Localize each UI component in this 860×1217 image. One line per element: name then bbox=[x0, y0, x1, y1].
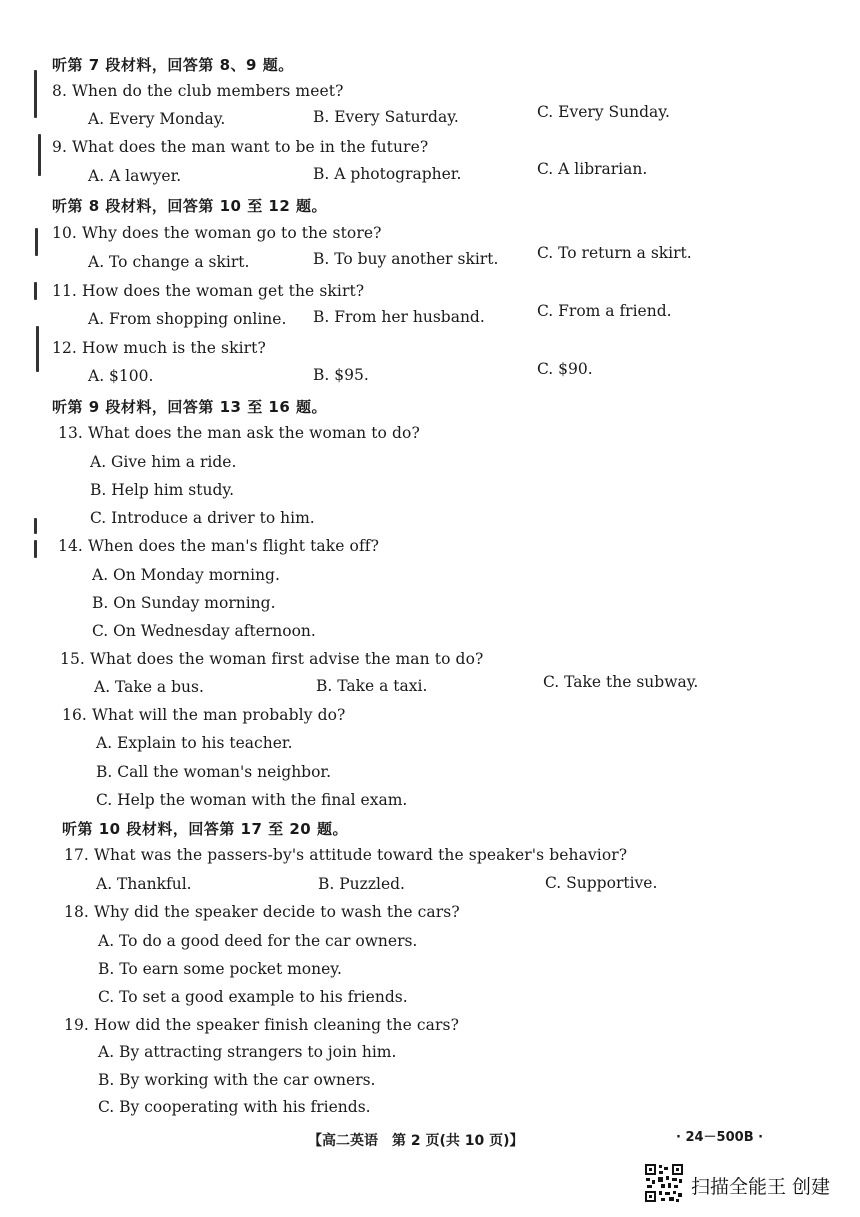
option-a: A. Thankful. bbox=[96, 875, 192, 893]
section-heading: 听第 8 段材料，回答第 10 至 12 题。 bbox=[52, 197, 328, 215]
margin-mark bbox=[34, 282, 37, 300]
option-a: A. By attracting strangers to join him. bbox=[98, 1043, 397, 1061]
margin-mark bbox=[34, 518, 37, 534]
margin-mark bbox=[35, 228, 38, 256]
option-b: B. To buy another skirt. bbox=[313, 250, 499, 268]
question-text: 13. What does the man ask the woman to do? bbox=[58, 424, 420, 442]
option-a: A. Explain to his teacher. bbox=[96, 734, 293, 752]
option-b: B. By working with the car owners. bbox=[98, 1071, 376, 1089]
option-a: A. $100. bbox=[88, 367, 154, 385]
option-c: C. To set a good example to his friends. bbox=[98, 988, 408, 1006]
margin-mark bbox=[34, 70, 37, 118]
section-heading: 听第 9 段材料，回答第 13 至 16 题。 bbox=[52, 398, 328, 416]
option-c: C. By cooperating with his friends. bbox=[98, 1098, 371, 1116]
margin-mark bbox=[34, 540, 37, 558]
option-a: A. To do a good deed for the car owners. bbox=[98, 932, 418, 950]
option-a: A. A lawyer. bbox=[88, 167, 182, 185]
section-heading: 听第 7 段材料，回答第 8、9 题。 bbox=[52, 56, 294, 74]
option-a: A. Take a bus. bbox=[94, 678, 204, 696]
margin-mark bbox=[38, 134, 41, 176]
option-b: B. Call the woman's neighbor. bbox=[96, 763, 332, 781]
option-b: B. Puzzled. bbox=[318, 875, 405, 893]
option-c: C. Supportive. bbox=[545, 874, 658, 892]
option-c: C. From a friend. bbox=[537, 302, 672, 320]
option-a: A. Give him a ride. bbox=[90, 453, 237, 471]
exam-code: · 24－500B · bbox=[676, 1130, 764, 1145]
qr-code-icon bbox=[644, 1163, 684, 1203]
question-text: 16. What will the man probably do? bbox=[62, 706, 346, 724]
option-b: B. From her husband. bbox=[313, 308, 485, 326]
scanner-watermark: 扫描全能王 创建 bbox=[691, 1176, 831, 1198]
option-b: B. To earn some pocket money. bbox=[98, 960, 342, 978]
question-text: 11. How does the woman get the skirt? bbox=[52, 282, 365, 300]
option-c: C. A librarian. bbox=[537, 160, 648, 178]
option-b: B. On Sunday morning. bbox=[92, 594, 276, 612]
option-c: C. $90. bbox=[537, 360, 593, 378]
option-a: A. From shopping online. bbox=[88, 310, 287, 328]
question-text: 12. How much is the skirt? bbox=[52, 339, 266, 357]
page-footer-label: 【高二英语 第 2 页(共 10 页)】 bbox=[308, 1133, 524, 1149]
option-c: C. To return a skirt. bbox=[537, 244, 692, 262]
question-text: 15. What does the woman first advise the man to do? bbox=[60, 650, 484, 668]
margin-mark bbox=[36, 326, 39, 372]
question-text: 9. What does the man want to be in the future? bbox=[52, 138, 429, 156]
option-b: B. Help him study. bbox=[90, 481, 235, 499]
option-c: C. Every Sunday. bbox=[537, 103, 670, 121]
option-b: B. Take a taxi. bbox=[316, 677, 428, 695]
option-c: C. Help the woman with the final exam. bbox=[96, 791, 408, 809]
question-text: 18. Why did the speaker decide to wash the cars? bbox=[64, 903, 460, 921]
question-text: 8. When do the club members meet? bbox=[52, 82, 344, 100]
option-a: A. Every Monday. bbox=[88, 110, 226, 128]
question-text: 19. How did the speaker finish cleaning the cars? bbox=[64, 1016, 459, 1034]
option-b: B. $95. bbox=[313, 366, 369, 384]
option-a: A. On Monday morning. bbox=[92, 566, 280, 584]
option-b: B. Every Saturday. bbox=[313, 108, 459, 126]
option-c: C. Introduce a driver to him. bbox=[90, 509, 315, 527]
option-b: B. A photographer. bbox=[313, 165, 462, 183]
option-c: C. On Wednesday afternoon. bbox=[92, 622, 316, 640]
question-text: 14. When does the man's flight take off? bbox=[58, 537, 380, 555]
option-c: C. Take the subway. bbox=[543, 673, 699, 691]
option-a: A. To change a skirt. bbox=[88, 253, 250, 271]
question-text: 17. What was the passers-by's attitude toward the speaker's behavior? bbox=[64, 846, 628, 864]
section-heading: 听第 10 段材料，回答第 17 至 20 题。 bbox=[62, 820, 348, 838]
question-text: 10. Why does the woman go to the store? bbox=[52, 224, 382, 242]
